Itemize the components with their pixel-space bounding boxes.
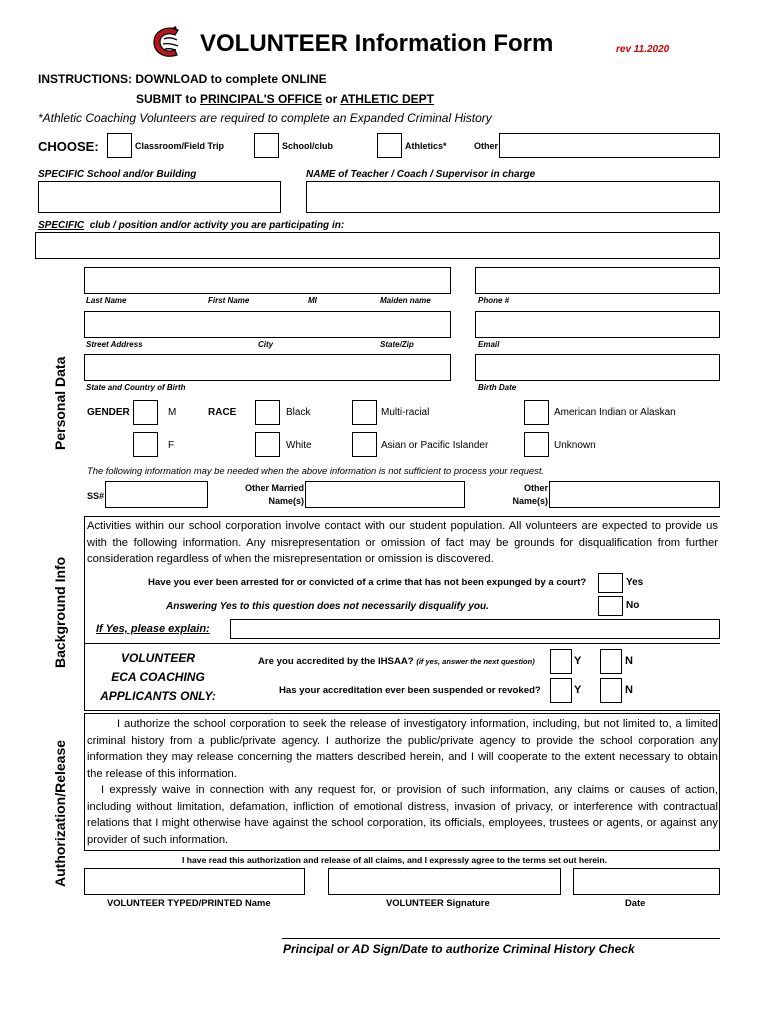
printed-name-input[interactable] [84, 868, 305, 895]
suspended-no-checkbox[interactable] [600, 678, 622, 703]
first-name-label: First Name [208, 296, 250, 305]
last-name-label: Last Name [86, 296, 127, 305]
race-unknown-label: Unknown [554, 440, 596, 451]
supervisor-input[interactable] [306, 181, 720, 213]
mi-label: MI [308, 296, 317, 305]
race-white-checkbox[interactable] [255, 432, 280, 457]
date-input[interactable] [573, 868, 720, 895]
birth-place-input[interactable] [84, 354, 451, 381]
race-unknown-checkbox[interactable] [524, 432, 549, 457]
date-label: Date [625, 897, 646, 908]
school-building-label: SPECIFIC School and/or Building [38, 169, 197, 180]
authorization-section-title: Authorization/Release [52, 739, 68, 887]
athletics-checkbox[interactable] [377, 133, 402, 158]
ss-label: SS# [87, 491, 105, 501]
ihsaa-yes-label: Y [574, 655, 582, 667]
gender-label: GENDER [87, 407, 130, 418]
arrested-question: Have you ever been arrested for or convicted of a crime that has not been expunged by a court? [148, 577, 587, 588]
phone-input[interactable] [475, 267, 720, 294]
authorization-paragraph-1: I authorize the school corporation to seek the release of investigatory information, including, but not limited to, a limited criminal history from a public/private agency. I authorize the public/private agency to provide the school corporation any information they may release concerning the matters described herein, and I will cooperate to the extent necessary to obtain the release of this information. [87, 718, 718, 780]
ihsaa-question: Are you accredited by the IHSAA? (if yes, answer the next question) [258, 656, 535, 667]
phone-label: Phone # [478, 296, 510, 305]
explain-input[interactable] [230, 619, 720, 639]
birth-date-input[interactable] [475, 354, 720, 381]
birth-place-label: State and Country of Birth [86, 383, 186, 392]
signature-label: VOLUNTEER Signature [386, 897, 490, 908]
maiden-name-label: Maiden name [380, 296, 431, 305]
gender-male-label: M [168, 407, 177, 418]
race-multiracial-label: Multi-racial [381, 407, 430, 418]
race-asian-checkbox[interactable] [352, 432, 377, 457]
name-input[interactable] [84, 267, 451, 294]
other-label: Other [474, 141, 499, 151]
gender-male-checkbox[interactable] [133, 400, 158, 425]
state-zip-label: State/Zip [380, 340, 414, 349]
school-club-label: School/club [282, 141, 334, 151]
email-input[interactable] [475, 311, 720, 338]
race-american-indian-label: American Indian or Alaskan [554, 407, 676, 418]
classroom-checkbox[interactable] [107, 133, 132, 158]
eca-applicants-label: VOLUNTEER ECA COACHING APPLICANTS ONLY: [100, 651, 216, 703]
race-multiracial-checkbox[interactable] [352, 400, 377, 425]
submit-line: SUBMIT to PRINCIPAL'S OFFICE or ATHLETIC DEPT [136, 92, 434, 106]
explain-label: If Yes, please explain: [96, 623, 210, 635]
race-black-checkbox[interactable] [255, 400, 280, 425]
instructions-line: INSTRUCTIONS: DOWNLOAD to complete ONLINE [38, 72, 327, 86]
printed-name-label: VOLUNTEER TYPED/PRINTED Name [107, 897, 271, 908]
race-asian-label: Asian or Pacific Islander [381, 440, 489, 451]
signature-input[interactable] [328, 868, 561, 895]
ss-input[interactable] [105, 481, 208, 508]
arrested-yes-checkbox[interactable] [598, 573, 623, 593]
suspended-yes-checkbox[interactable] [550, 678, 572, 703]
athletics-label: Athletics* [405, 141, 447, 151]
birth-date-label: Birth Date [478, 383, 517, 392]
arrested-disclaimer: Answering Yes to this question does not necessarily disqualify you. [166, 601, 489, 612]
background-info-section-title: Background Info [52, 556, 68, 668]
arrested-no-checkbox[interactable] [598, 596, 623, 616]
race-white-label: White [286, 440, 312, 451]
city-label: City [258, 340, 274, 349]
agreement-statement: I have read this authorization and release of all claims, and I expressly agree to the terms set out herein. [182, 855, 608, 865]
authorization-paragraph-2: I expressly waive in connection with any request for, or provision of such information, any claims or causes of action, including without limitation, defamation, infliction of emotional distress, invasion of privacy, or interference with contractual relations that I might otherwise have against the school corporation, its officials, employees, trustees or agents, or against any provider of such information. [87, 784, 718, 846]
supervisor-label: NAME of Teacher / Coach / Supervisor in charge [306, 169, 536, 180]
additional-info-note: The following information may be needed when the above information is not sufficient to process your request. [87, 465, 545, 476]
principal-signature-line[interactable] [282, 938, 720, 939]
other-input[interactable] [499, 133, 720, 158]
suspended-question: Has your accreditation ever been suspended or revoked? [279, 685, 541, 696]
address-input[interactable] [84, 311, 451, 338]
email-label: Email [478, 340, 500, 349]
ihsaa-yes-checkbox[interactable] [550, 649, 572, 674]
school-building-input[interactable] [38, 181, 281, 213]
gender-female-checkbox[interactable] [133, 432, 158, 457]
street-label: Street Address [86, 340, 143, 349]
revision-label: rev 11.2020 [616, 44, 670, 55]
ihsaa-no-checkbox[interactable] [600, 649, 622, 674]
suspended-yes-label: Y [574, 684, 582, 696]
arrested-yes-label: Yes [626, 577, 644, 588]
choose-label: CHOOSE: [38, 139, 99, 154]
other-names-input[interactable] [549, 481, 720, 508]
ihsaa-no-label: N [625, 655, 633, 667]
race-label: RACE [208, 407, 237, 418]
classroom-label: Classroom/Field Trip [135, 141, 225, 151]
background-paragraph: Activities within our school corporation involve contact with our student population. All volunteers are expected to provide us with the following information. Any misrepresentation or omission of fact may be grounds for disqualification from further consideration regardless of when the misrepresentation or omission is discovered. [87, 520, 718, 565]
suspended-no-label: N [625, 684, 633, 696]
athletic-note: *Athletic Coaching Volunteers are required to complete an Expanded Criminal History [38, 111, 492, 125]
personal-data-section-title: Personal Data [52, 356, 68, 450]
cougar-c-logo-icon [150, 26, 186, 60]
race-black-label: Black [286, 407, 311, 418]
principal-signature-label: Principal or AD Sign/Date to authorize Criminal History Check [283, 942, 635, 956]
other-names-label: Other Name(s) [512, 483, 548, 506]
other-married-names-input[interactable] [305, 481, 465, 508]
arrested-no-label: No [626, 600, 640, 611]
school-club-checkbox[interactable] [254, 133, 279, 158]
gender-female-label: F [168, 440, 175, 451]
activity-input[interactable] [35, 232, 720, 259]
other-married-names-label: Other Married Name(s) [244, 483, 304, 506]
race-american-indian-checkbox[interactable] [524, 400, 549, 425]
activity-label: SPECIFIC club / position and/or activity you are participating in: [38, 220, 345, 231]
form-title: VOLUNTEER Information Form [200, 30, 554, 57]
